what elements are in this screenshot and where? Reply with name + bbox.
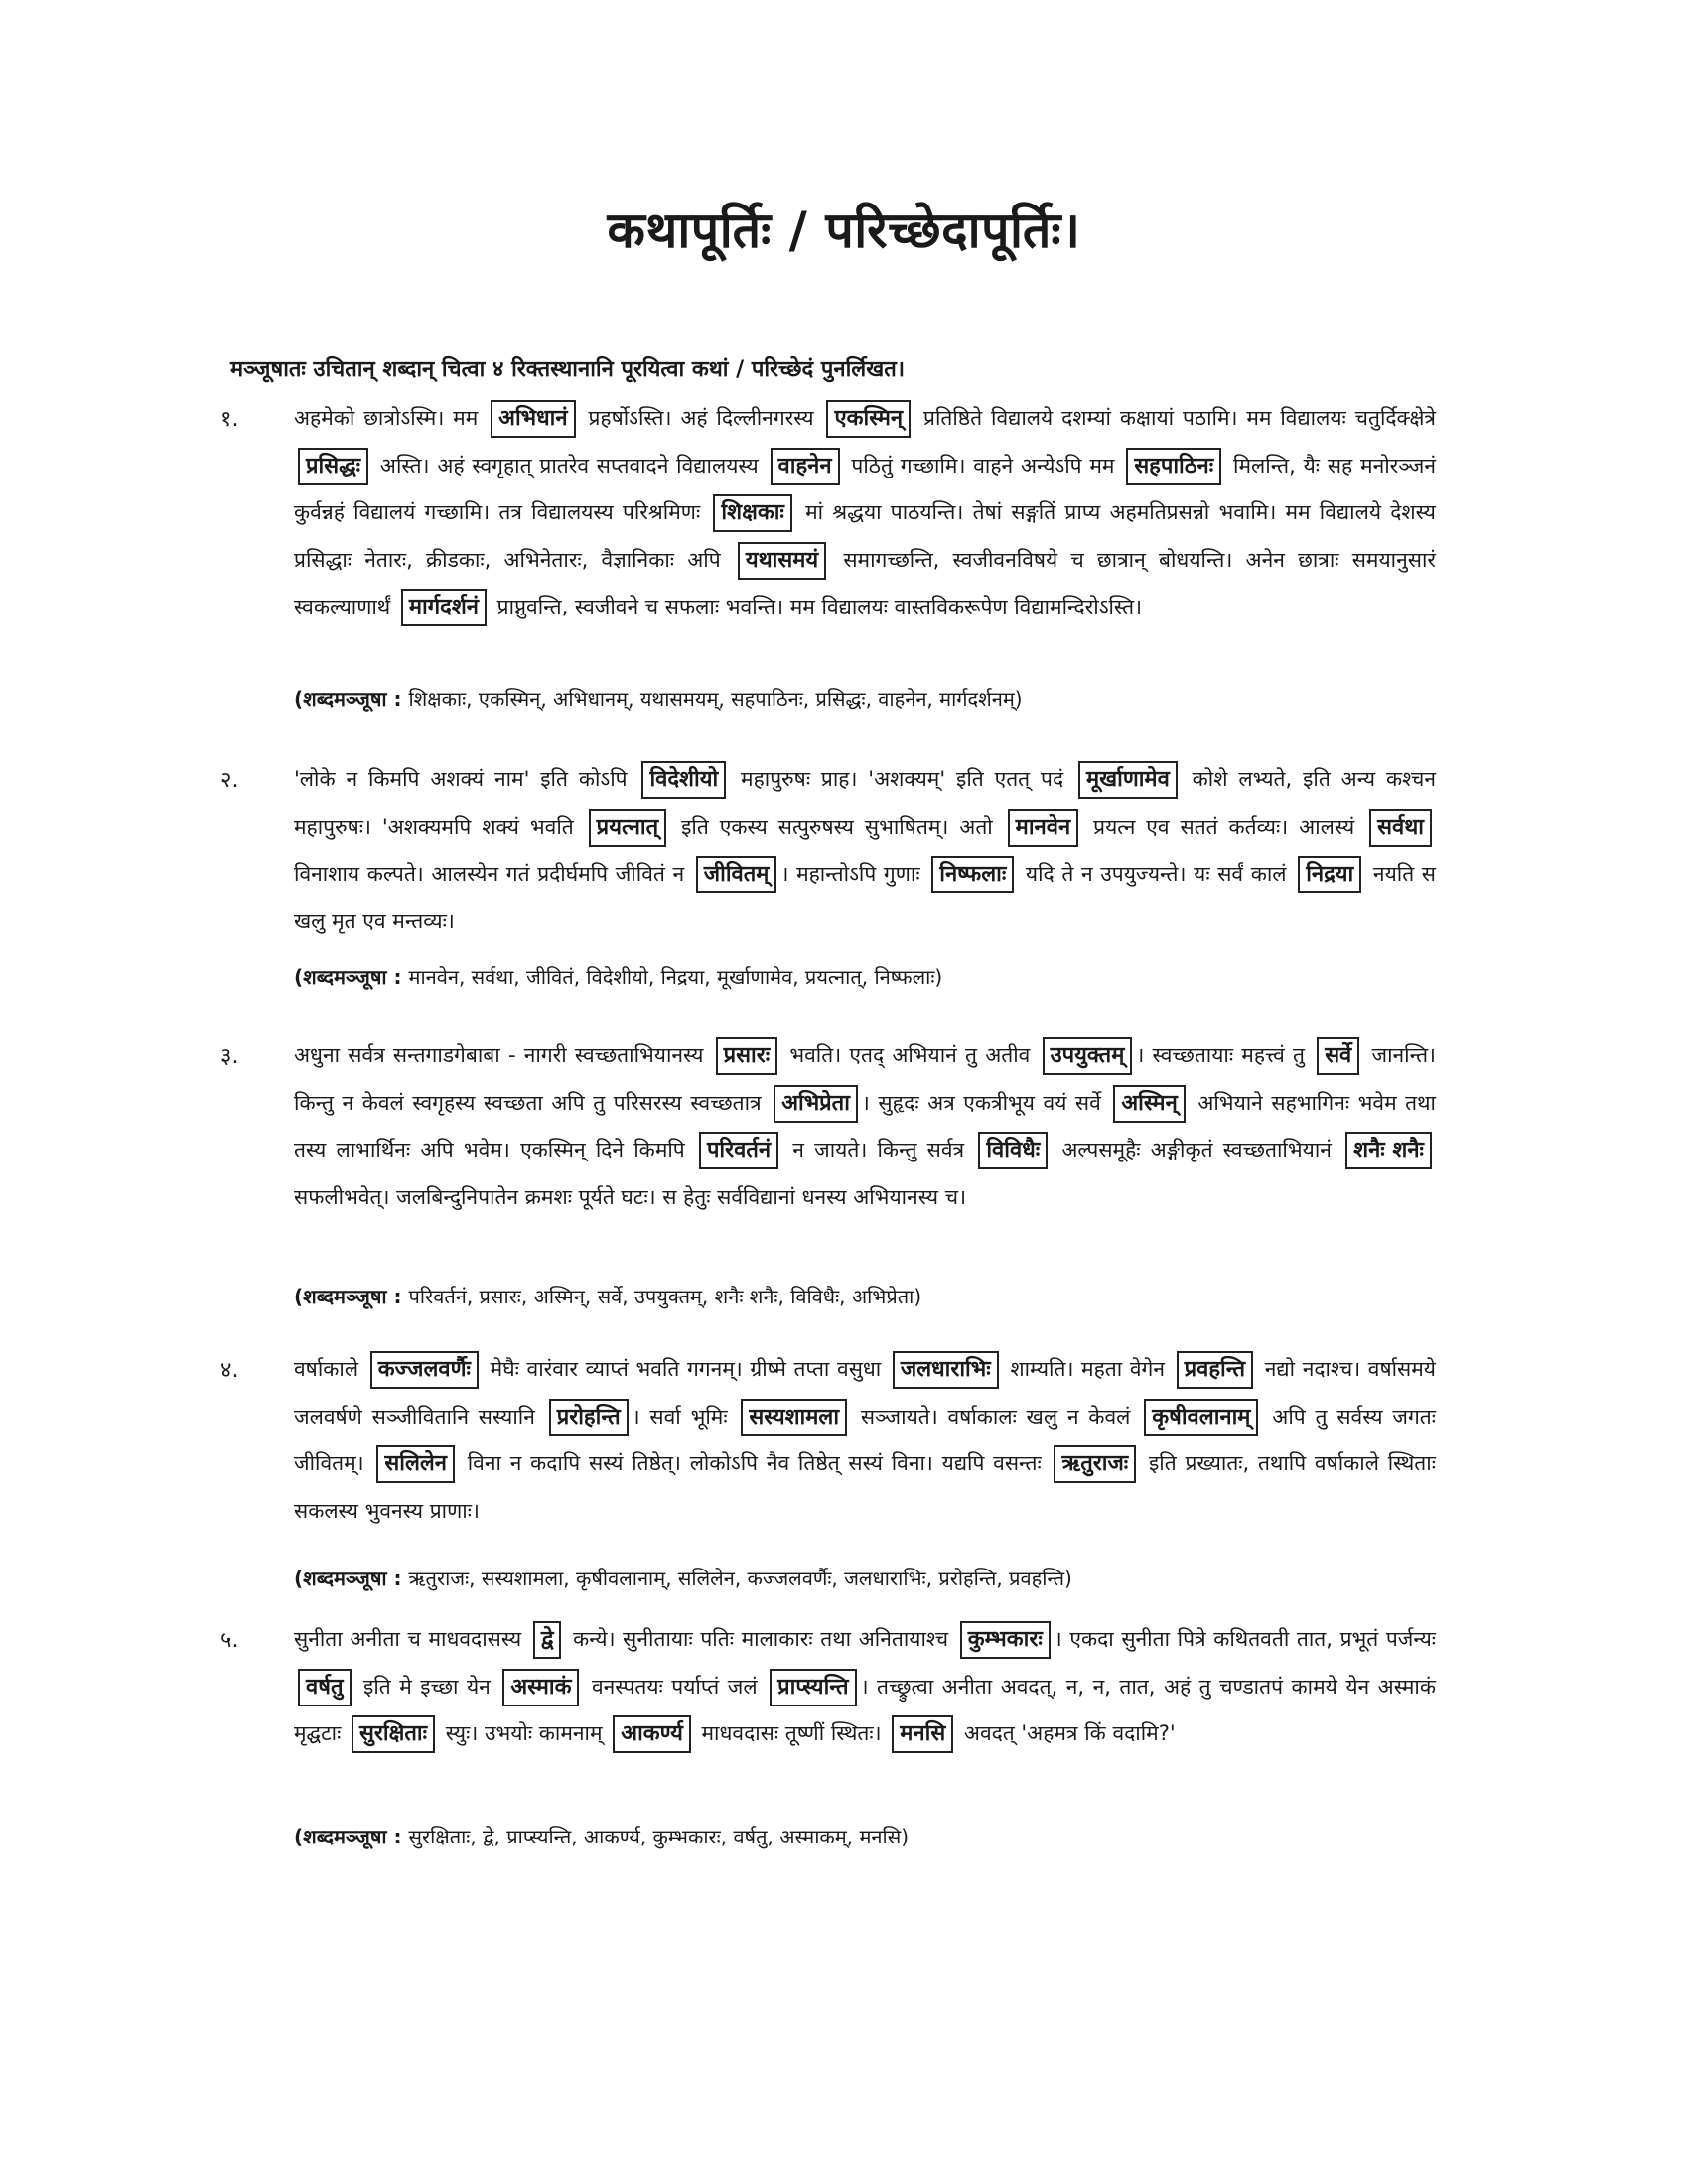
answer-box: प्रसारः: [716, 1037, 778, 1075]
answer-box: शिक्षकाः: [713, 494, 791, 532]
answer-box: विदेशीयो: [641, 761, 726, 799]
question-number: १.: [220, 407, 239, 432]
answer-box: सस्यशामला: [741, 1399, 847, 1436]
passage-text: वर्षाकाले: [294, 1357, 366, 1381]
answer-box: जलधाराभिः: [893, 1351, 999, 1389]
answer-box: मानवेन: [1008, 809, 1079, 847]
passage-text: अवदत् 'अहमत्र किं वदामि?': [957, 1721, 1176, 1745]
question-passage: [294, 1346, 1436, 1535]
passage-text: इति प्रख्यातः, तथापि वर्षाकाले स्थिताः सकलस्य भुवनस्य प्राणाः।: [294, 1451, 1436, 1523]
answer-box: निद्रया: [1298, 856, 1361, 893]
answer-box: मूर्खाणामेव: [1078, 761, 1178, 799]
passage-text: इति एकस्य सत्पुरुषस्य सुभाषितम्। अतो: [670, 814, 1004, 839]
answer-box: सर्वथा: [1369, 809, 1432, 847]
answer-box: प्रसिद्धः: [298, 448, 368, 485]
passage-text: समागच्छन्ति, स्वजीवनविषये च छात्रान् बोधयन्ति। अनेन छात्राः समयानुसारं स्वकल्याणार्थं: [294, 547, 1436, 618]
question-number: २.: [220, 768, 239, 793]
passage-text: सञ्जायते। वर्षाकालः खलु न केवलं: [851, 1404, 1141, 1429]
passage-text: । सर्वा भूमिः: [632, 1404, 738, 1429]
answer-box: प्रवहन्ति: [1177, 1351, 1253, 1389]
passage-text: प्रतिष्ठिते विद्यालये दशम्यां कक्षायां पठामि। मम विद्यालयः चतुर्दिक्क्षेत्रे: [914, 406, 1436, 430]
passage-text: । स्वच्छतायाः महत्त्वं तु: [1136, 1043, 1314, 1067]
answer-box: कुम्भकारः: [960, 1621, 1051, 1659]
answer-box: मार्गदर्शनं: [401, 589, 487, 626]
passage-text: सुनीता अनीता च माधवदासस्य: [294, 1627, 529, 1651]
answer-box: निष्फलाः: [931, 856, 1014, 893]
word-box-words: सुरक्षिताः, द्वे, प्राप्स्यन्ति, आकर्ण्य, कुम्भकारः, वर्षतु, अस्माकम्, मनसि): [408, 1825, 910, 1848]
word-box-words: ऋतुराजः, सस्यशामला, कृषीवलानाम्, सलिलेन, कज्जलवर्णैः, जलधाराभिः, प्ररोहन्ति, प्रवहन्ति): [408, 1567, 1072, 1590]
passage-text: अस्ति। अहं स्वगृहात् प्रातरेव सप्तवादने विद्यालयस्य: [372, 453, 767, 478]
answer-box: द्वे: [533, 1621, 562, 1659]
answer-box: सर्वे: [1317, 1037, 1359, 1075]
passage-text: अहमेको छात्रोऽस्मि। मम: [294, 406, 488, 430]
answer-box: उपयुक्तम्: [1043, 1037, 1133, 1075]
answer-box: यथासमयं: [738, 542, 826, 580]
word-box-words: मानवेन, सर्वथा, जीवितं, विदेशीयो, निद्रया, मूर्खाणामेव, प्रयत्नात्, निष्फलाः): [408, 965, 943, 989]
passage-text: प्रहर्षोऽस्ति। अहं दिल्लीनगरस्य: [579, 406, 823, 430]
answer-box: ऋतुराजः: [1054, 1445, 1136, 1483]
passage-text: इति मे इच्छा येन: [354, 1674, 499, 1699]
passage-text: यदि ते न उपयुज्यन्ते। यः सर्वं कालं: [1018, 862, 1295, 886]
passage-text: विनाशाय कल्पते। आलस्येन गतं प्रदीर्घमपि जीवितं न: [294, 862, 692, 886]
passage-text: पठितुं गच्छामि। वाहने अन्येऽपि मम: [843, 453, 1123, 478]
passage-text: भवति। एतद् अभियानं तु अतीव: [781, 1043, 1039, 1067]
passage-text: । सुहृदः अत्र एकत्रीभूय वयं सर्वे: [861, 1090, 1110, 1115]
answer-box: अस्मिन्: [1113, 1085, 1185, 1123]
passage-text: विना न कदापि सस्यं तिष्ठेत्। लोकोऽपि नैव तिष्ठेत् सस्यं विना। यद्यपि वसन्तः: [459, 1451, 1051, 1475]
page-title: कथापूर्तिः / परिच्छेदापूर्तिः।: [607, 202, 1081, 259]
passage-text: सफलीभवेत्। जलबिन्दुनिपातेन क्रमशः पूर्यते घटः। स हेतुः सर्वविद्यानां धनस्य अभियानस्य च।: [294, 1184, 967, 1209]
answer-box: एकस्मिन्: [826, 400, 911, 438]
question-passage: [294, 756, 1436, 945]
answer-box: सलिलेन: [376, 1445, 455, 1483]
passage-text: नद्यो नदाश्च। वर्षासमये जलवर्षणे सञ्जीवितानि सस्यानि: [294, 1357, 1436, 1429]
answer-box: कज्जलवर्णैः: [370, 1351, 479, 1389]
question-passage: [294, 1032, 1436, 1221]
answer-box: सुरक्षिताः: [352, 1715, 435, 1753]
question-passage: [294, 395, 1436, 631]
answer-box: प्ररोहन्ति: [549, 1399, 629, 1436]
passage-text: अल्पसमूहैः अङ्गीकृतं स्वच्छताभियानं: [1052, 1138, 1342, 1161]
word-box: [294, 685, 1436, 712]
answer-box: शनैः शनैः: [1345, 1132, 1432, 1169]
passage-text: शाम्यति। महता वेगेन: [1002, 1357, 1173, 1381]
passage-text: मां श्रद्धया पाठयन्ति। तेषां सङ्गतिं प्राप्य अहमतिप्रसन्नो भवामि। मम विद्यालये देशस्य प्रसिद्धाः नेतारः, क्रीडकाः, अभिनेतारः, वैज्ञानिकाः अपि: [294, 500, 1436, 572]
passage-text: कोशे लभ्यते, इति अन्य कश्चन महापुरुषः। 'अशक्यमपि शक्यं भवति: [294, 767, 1436, 839]
word-box-label: (शब्दमञ्जूषा :: [294, 1825, 409, 1848]
word-box-label: (शब्दमञ्जूषा :: [294, 965, 409, 989]
passage-text: । एकदा सुनीता पित्रे कथितवती तात, प्रभूतं पर्जन्यः: [1054, 1627, 1437, 1651]
answer-box: जीवितम्: [696, 856, 777, 893]
passage-text: माधवदासः तूष्णीं स्थितः।: [694, 1721, 889, 1745]
question-number: ५.: [220, 1628, 239, 1653]
passage-text: न जायते। किन्तु सर्वत्र: [782, 1138, 975, 1161]
answer-box: वर्षतु: [298, 1669, 352, 1706]
passage-text: 'लोके न किमपि अशक्यं नाम' इति कोऽपि: [294, 767, 638, 791]
word-box: [294, 1823, 1436, 1849]
passage-text: । तच्छ्रुत्वा अनीता अवदत्, न, न, तात, अहं तु चण्डातपं कामये येन अस्माकं मृद्घटाः: [294, 1674, 1437, 1745]
passage-text: नयति स खलु मृत एव मन्तव्यः।: [294, 862, 1437, 933]
answer-box: सहपाठिनः: [1126, 448, 1221, 485]
word-box-words: परिवर्तनं, प्रसारः, अस्मिन्, सर्वे, उपयुक्तम्, शनैः शनैः, विविधैः, अभिप्रेता): [408, 1285, 922, 1308]
answer-box: परिवर्तनं: [699, 1132, 778, 1169]
passage-text: कन्ये। सुनीतायाः पतिः मालाकारः तथा अनितायाश्च: [565, 1627, 956, 1651]
answer-box: मनसि: [892, 1715, 953, 1753]
passage-text: मेघैः वारंवार व्याप्तं भवति गगनम्। ग्रीष्मे तप्ता वसुधा: [483, 1357, 889, 1381]
passage-text: अधुना सर्वत्र सन्तगाडगेबाबा - नागरी स्वच्छताभियानस्य: [294, 1043, 712, 1067]
passage-text: प्राप्नुवन्ति, स्वजीवने च सफलाः भवन्ति। मम विद्यालयः वास्तविकरूपेण विद्यामन्दिरोऽस्ति।: [491, 595, 1143, 618]
word-box: [294, 963, 1436, 990]
answer-box: प्राप्स्यन्ति: [770, 1669, 856, 1706]
instruction: मञ्जूषातः उचितान् शब्दान् चित्वा ४ रिक्तस्थानानि पूरयित्वा कथां / परिच्छेदं पुनर्लिखत।: [230, 357, 906, 382]
answer-box: अभिप्रेता: [774, 1085, 858, 1123]
word-box-words: शिक्षकाः, एकस्मिन्, अभिधानम्, यथासमयम्, सहपाठिनः, प्रसिद्धः, वाहनेन, मार्गदर्शनम्): [408, 687, 1023, 711]
passage-text: स्युः। उभयोः कामनाम्: [439, 1721, 610, 1745]
passage-text: प्रयत्न एव सततं कर्तव्यः। आलस्यं: [1082, 814, 1366, 839]
word-box-label: (शब्दमञ्जूषा :: [294, 1567, 409, 1590]
word-box-label: (शब्दमञ्जूषा :: [294, 1285, 409, 1308]
passage-text: वनस्पतयः पर्याप्तं जलं: [583, 1674, 767, 1699]
answer-box: अभिधानं: [491, 400, 575, 438]
question-passage: [294, 1616, 1436, 1758]
answer-box: कृषीवलानाम्: [1144, 1399, 1258, 1436]
passage-text: महापुरुषः प्राह। 'अशक्यम्' इति एतत् पदं: [730, 767, 1074, 791]
passage-text: अभियाने सहभागिनः भवेम तथा तस्य लाभार्थिनः अपि भवेम। एकस्मिन् दिने किमपि: [294, 1090, 1436, 1161]
answer-box: विविधैः: [978, 1132, 1048, 1169]
answer-box: आकर्ण्य: [613, 1715, 691, 1753]
passage-text: जानन्ति। किन्तु न केवलं स्वगृहस्य स्वच्छता अपि तु परिसरस्य स्वच्छतात्र: [294, 1043, 1437, 1115]
answer-box: प्रयत्नात्: [589, 809, 666, 847]
passage-text: मिलन्ति, यैः सह मनोरञ्जनं कुर्वन्नहं विद्यालयं गच्छामि। तत्र विद्यालयस्य परिश्रमिणः: [294, 453, 1436, 524]
word-box-label: (शब्दमञ्जूषा :: [294, 687, 409, 711]
question-number: ४.: [220, 1358, 239, 1383]
question-number: ३.: [220, 1044, 239, 1069]
answer-box: अस्माकं: [502, 1669, 579, 1706]
passage-text: । महान्तोऽपि गुणाः: [780, 862, 928, 886]
answer-box: वाहनेन: [771, 448, 840, 485]
word-box: [294, 1565, 1436, 1591]
word-box: [294, 1283, 1436, 1309]
passage-text: अपि तु सर्वस्य जगतः जीवितम्।: [294, 1404, 1436, 1475]
